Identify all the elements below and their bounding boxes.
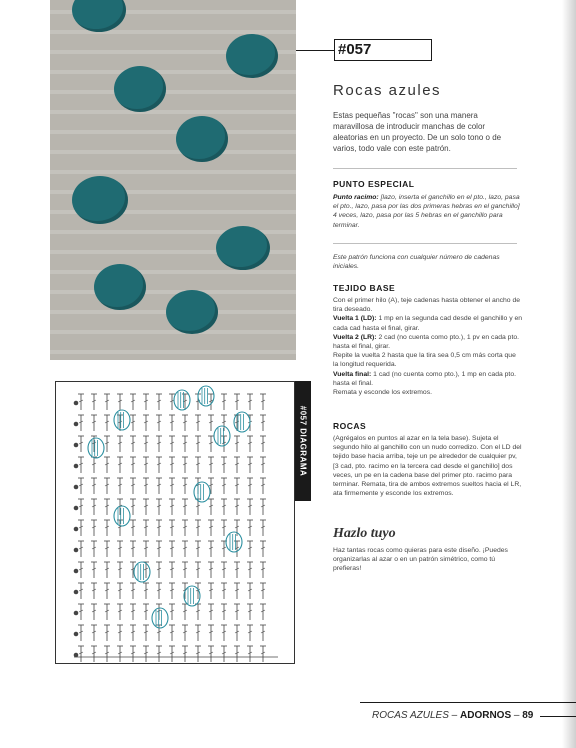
rock-symbol [134, 562, 150, 582]
row-start-dot [74, 443, 79, 448]
rock-symbol [114, 410, 130, 430]
special-stitch-text: Punto racimo: [lazo, inserta el ganchillo en el pto., lazo, pasa el pto., lazo, pasa por las dos primeras hebras en el ganchillo] 4 veces, lazo, pasa por las 5 hebras en el ganchillo para terminar. [333, 194, 520, 229]
row-start-dot [74, 422, 79, 427]
teal-rock [72, 0, 126, 32]
diagram-label: #057 DIAGRAMA [295, 381, 311, 501]
row-start-dot [74, 611, 79, 616]
stitch-chart [56, 382, 295, 664]
rock-symbol [198, 386, 214, 406]
pattern-code: #057 [334, 39, 432, 61]
hazlo-heading: Hazlo tuyo [333, 526, 396, 541]
footer-category: ADORNOS [460, 710, 512, 721]
teal-rock [94, 264, 146, 310]
crochet-photo [50, 0, 296, 360]
rock-symbol [174, 390, 190, 410]
teal-rock [166, 290, 218, 334]
row-start-dot [74, 569, 79, 574]
hazlo-text: Haz tantas rocas como quieras para este diseño. ¡Puedes organizarlas al azar o en un patrón simétrico, como tú prefieras! [333, 547, 508, 573]
intro-text: Estas pequeñas "rocas" son una manera maravillosa de introducir manchas de color aleatorias en un proyecto. De un solo tono o de varios, todo vale con este patrón. [333, 111, 502, 153]
note-text: Este patrón funciona con cualquier número de cadenas iniciales. [333, 254, 500, 271]
teal-rock [176, 116, 228, 162]
rock-symbol [226, 532, 242, 552]
row-start-dot [74, 527, 79, 532]
row-start-dot [74, 548, 79, 553]
teal-rock [114, 66, 166, 112]
page-edge-shadow [562, 0, 576, 748]
rock-symbol [194, 482, 210, 502]
row-start-dot [74, 590, 79, 595]
teal-rock [72, 176, 128, 224]
footer-section: ROCAS AZULES [372, 710, 449, 721]
crochet-diagram [55, 381, 295, 664]
special-stitch-name: Punto racimo: [333, 194, 379, 201]
base-heading: TEJIDO BASE [333, 283, 396, 293]
teal-rock [226, 34, 278, 78]
row-start-dot [74, 506, 79, 511]
divider [333, 243, 517, 244]
footer-tick [540, 716, 576, 717]
row-start-dot [74, 485, 79, 490]
rock-symbol [114, 506, 130, 526]
divider [333, 168, 517, 169]
base-instructions: Con el primer hilo (A), teje cadenas hasta obtener el ancho de tira deseado. Vuelta 1 (LD): 1 mp en la segunda cad desde el ganchillo y en cada cad hasta el final, girar. Vuelta 2 (LR): 2 cad (no cuenta como pto.), 1 pv en cada pto. hasta el final, girar. Repite la vuelta 2 hasta que la tira sea 0,5 cm más corta que la longitud requerida. Vuelta final: 1 cad (no cuenta como pto.), 1 mp en cada pto. hasta el final. Remata y esconde los extremos. [333, 297, 523, 397]
pattern-title: Rocas azules [333, 82, 442, 99]
row-start-dot [74, 401, 79, 406]
rock-symbol [88, 438, 104, 458]
page-number: 89 [522, 710, 534, 721]
footer-rule [360, 702, 576, 703]
rocks-text: (Agrégalos en puntos al azar en la tela base). Sujeta el segundo hilo al ganchillo con un nudo corredizo. Con el LD del tejido base hacia arriba, teje un pe alrededor de cualquier pv, [3 cad, pto. racimo en la tercera cad desde el ganchillo] dos veces, un pe en la cadena base del primer pto. racimo para terminar. Remata, tira de ambos extremos sueltos hacia el LR, ata firmemente y esconde los extremos. [333, 435, 522, 498]
special-stitch-heading: PUNTO ESPECIAL [333, 179, 415, 189]
code-connector-line [296, 50, 334, 51]
row-start-dot [74, 464, 79, 469]
teal-rock [216, 226, 270, 270]
footer: ROCAS AZULES – ADORNOS – 89 [372, 710, 534, 721]
row-start-dot [74, 632, 79, 637]
rocks-heading: ROCAS [333, 421, 367, 431]
